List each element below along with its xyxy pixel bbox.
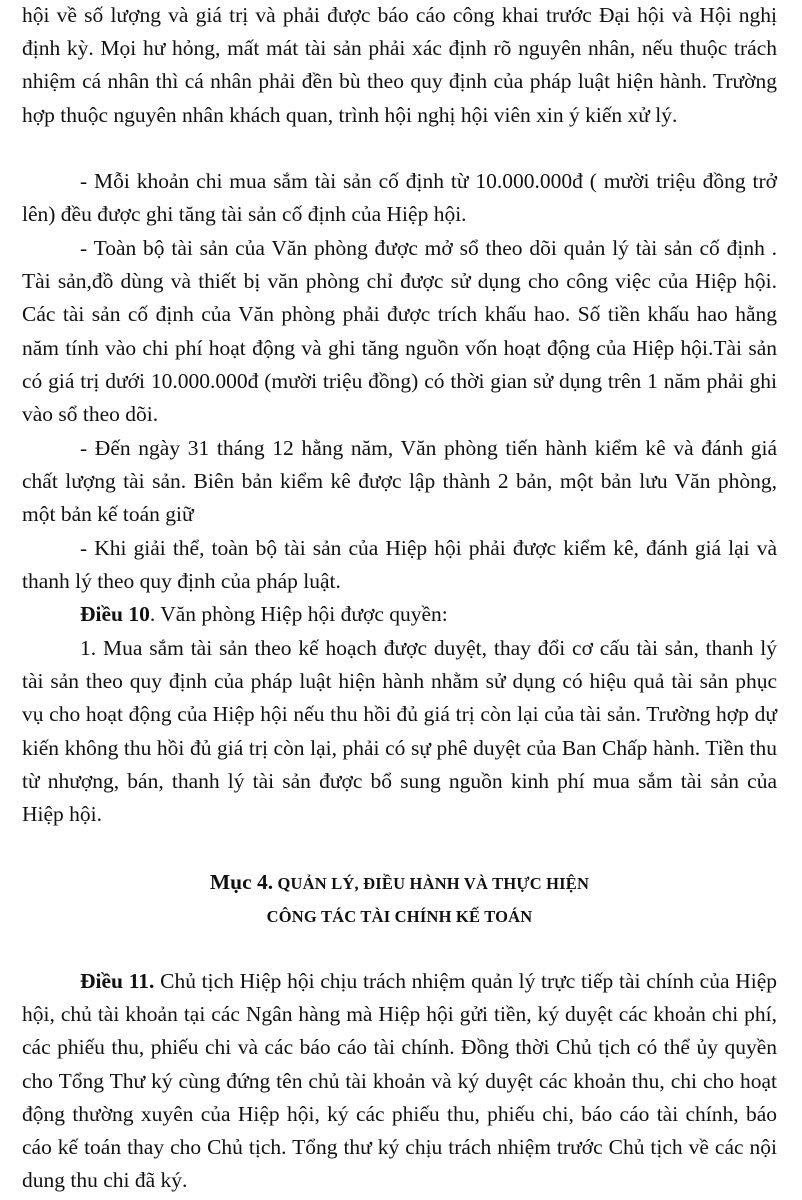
- section-heading-line-1: [22, 866, 777, 900]
- paragraph-article-11: [22, 965, 777, 1197]
- paragraph-article-10-item-1: 1. Mua sắm tài sản theo kế hoạch được duyệt, thay đổi cơ cấu tài sản, thanh lý tài sản theo quy định của pháp luật hiện hành nhằm sử dụng có hiệu quả tài sản phục vụ cho hoạt động của Hiệp hội nếu thu hồi đủ giá trị còn lại của tài sản. Trường hợp dự kiến không thu hồi đủ giá trị còn lại, phải có sự phê duyệt của Ban Chấp hành. Tiền thu từ nhượng, bán, thanh lý tài sản được bổ sung nguồn kinh phí mua sắm tài sản của Hiệp hội.: [22, 636, 777, 827]
- article-10-label: Điều 10: [80, 602, 150, 626]
- section-title-line-2: CÔNG TÁC TÀI CHÍNH KẾ TOÁN: [266, 907, 533, 926]
- paragraph-article-10: [22, 598, 777, 631]
- paragraph-asset-ledger: - Toàn bộ tài sản của Văn phòng được mở sổ theo dõi quản lý tài sản cố định . Tài sản,đồ dùng và thiết bị văn phòng chỉ được sử dụng cho công việc của Hiệp hội. Các tài sản cố định của Văn phòng phải được trích khấu hao. Số tiền khấu hao hằng năm tính vào chi phí hoạt động và ghi tăng nguồn vốn hoạt động của Hiệp hội.Tài sản có giá trị dưới 10.000.000đ (mười triệu đồng) có thời gian sử dụng trên 1 năm phải ghi vào sổ theo dõi.: [22, 236, 777, 427]
- paragraph-asset-reporting: hội về số lượng và giá trị và phải được báo cáo công khai trước Đại hội và Hội nghị định kỳ. Mọi hư hỏng, mất mát tài sản phải xác định rõ nguyên nhân, nếu thuộc trách nhiệm cá nhân thì cá nhân phải đền bù theo quy định của pháp luật hiện hành. Trường hợp thuộc nguyên nhân khách quan, trình hội nghị hội viên xin ý kiến xử lý.: [22, 3, 777, 127]
- article-10-text: . Văn phòng Hiệp hội được quyền:: [149, 602, 448, 626]
- section-heading: [22, 866, 777, 933]
- paragraph-dissolution: - Khi giải thể, toàn bộ tài sản của Hiệp hội phải được kiểm kê, đánh giá lại và thanh lý theo quy định của pháp luật.: [22, 536, 777, 594]
- paragraph-inventory: - Đến ngày 31 tháng 12 hằng năm, Văn phòng tiến hành kiểm kê và đánh giá chất lượng tài sản. Biên bản kiểm kê được lập thành 2 bản, một bản lưu Văn phòng, một bản kế toán giữ: [22, 436, 777, 527]
- section-number: Mục 4.: [209, 870, 274, 894]
- article-11-label: Điều 11.: [80, 969, 155, 993]
- paragraph-fixed-asset-threshold: - Mỗi khoản chi mua sắm tài sản cố định từ 10.000.000đ ( mười triệu đồng trở lên) đều được ghi tăng tài sản cố định của Hiệp hội.: [22, 169, 777, 227]
- section-title-line-1: QUẢN LÝ, ĐIỀU HÀNH VÀ THỰC HIỆN: [273, 874, 590, 893]
- article-11-text: Chủ tịch Hiệp hội chịu trách nhiệm quản lý trực tiếp tài chính của Hiệp hội, chủ tài khoản tại các Ngân hàng mà Hiệp hội gửi tiền, ký duyệt các khoản chi phí, các phiếu thu, phiếu chi và các báo cáo tài chính. Đồng thời Chủ tịch có thể ủy quyền cho Tổng Thư ký cùng đứng tên chủ tài khoản và ký duyệt các khoản thu, chi cho hoạt động thường xuyên của Hiệp hội, ký các phiếu thu, phiếu chi, báo cáo tài chính, báo cáo kế toán thay cho Chủ tịch. Tổng thư ký chịu trách nhiệm trước Chủ tịch về các nội dung thu chi đã ký.: [22, 969, 777, 1193]
